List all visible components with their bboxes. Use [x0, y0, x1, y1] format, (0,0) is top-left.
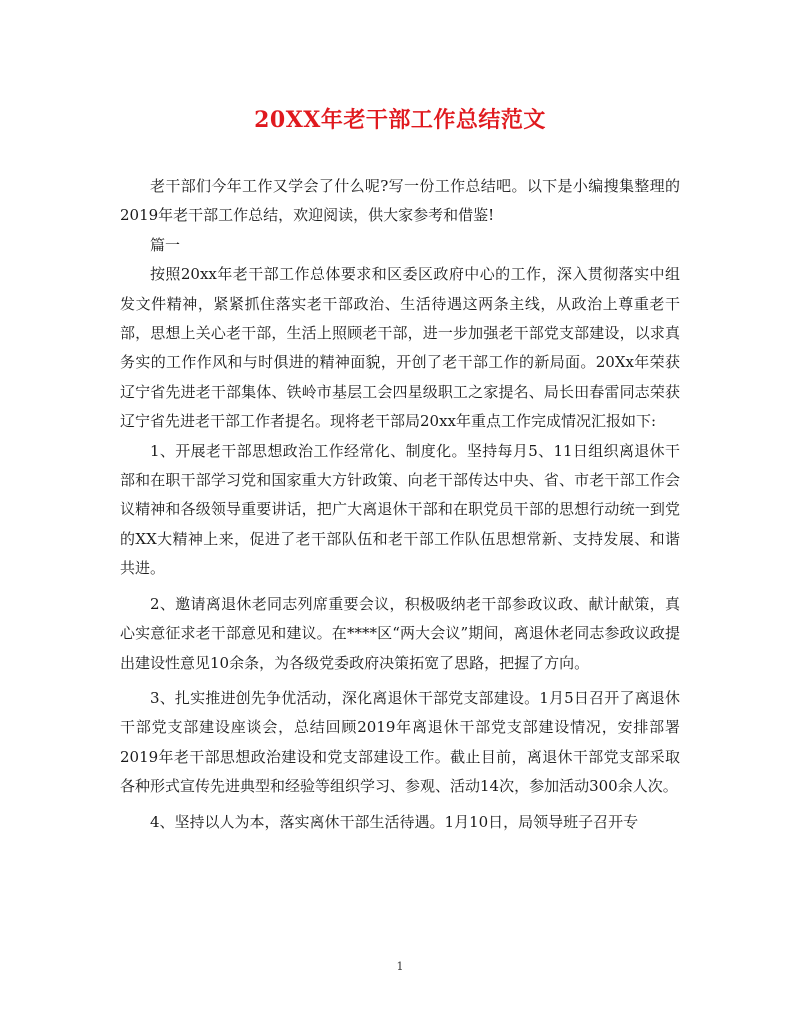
body-paragraph: 4、坚持以人为本，落实离休干部生活待遇。1月10日，局领导班子召开专 — [150, 812, 639, 831]
body-paragraph: 3、扎实推进创先争优活动，深化离退休干部党支部建设。1月5日召开了离退休干部党支部建设座谈会，总结回顾2019年离退休干部党支部建设情况，安排部署2019年老干部思想政治建设和党支部建设工作。截止目前，离退休干部党支部采取各种形式宣传先进典型和经验等组织学习、参观、活动14次，参加活动300余人次。 — [120, 688, 680, 796]
intro-paragraph: 老干部们今年工作又学会了什么呢?写一份工作总结吧。以下是小编搜集整理的2019年老干部工作总结，欢迎阅读，供大家参考和借鉴! — [120, 177, 680, 225]
body-paragraph: 1、开展老干部思想政治工作经常化、制度化。坚持每月5、11日组织离退休干部和在职干部学习党和国家重大方针政策、向老干部传达中央、省、市老干部工作会议精神和各级领导重要讲话，把广大离退休干部和在职党员干部的思想行动统一到党的XX大精神上来，促进了老干部队伍和老干部工作队伍思想常新、支持发展、和谐共进。 — [120, 441, 680, 578]
document-title: 20XX年老干部工作总结范文 — [254, 107, 546, 133]
body-paragraph: 2、邀请离退休老同志列席重要会议，积极吸纳老干部参政议政、献计献策，真心实意征求老干部意见和建议。在****区“两大会议”期间，离退休老同志参政议政提出建设性意见10余条，为各级党委政府决策拓宽了思路，把握了方向。 — [120, 594, 680, 672]
section-heading: 篇一 — [150, 235, 181, 254]
document-body — [120, 172, 680, 837]
page-number: 1 — [396, 960, 404, 973]
body-paragraph: 按照20xx年老干部工作总体要求和区委区政府中心的工作，深入贯彻落实中组发文件精神，紧紧抓住落实老干部政治、生活待遇这两条主线，从政治上尊重老干部，思想上关心老干部，生活上照顾老干部，进一步加强老干部党支部建设，以求真务实的工作作风和与时俱进的精神面貌，开创了老干部工作的新局面。20Xx年荣获辽宁省先进老干部集体、铁岭市基层工会四星级职工之家提名、局长田春雷同志荣获辽宁省先进老干部工作者提名。现将老干部局20xx年重点工作完成情况汇报如下: — [120, 265, 680, 431]
